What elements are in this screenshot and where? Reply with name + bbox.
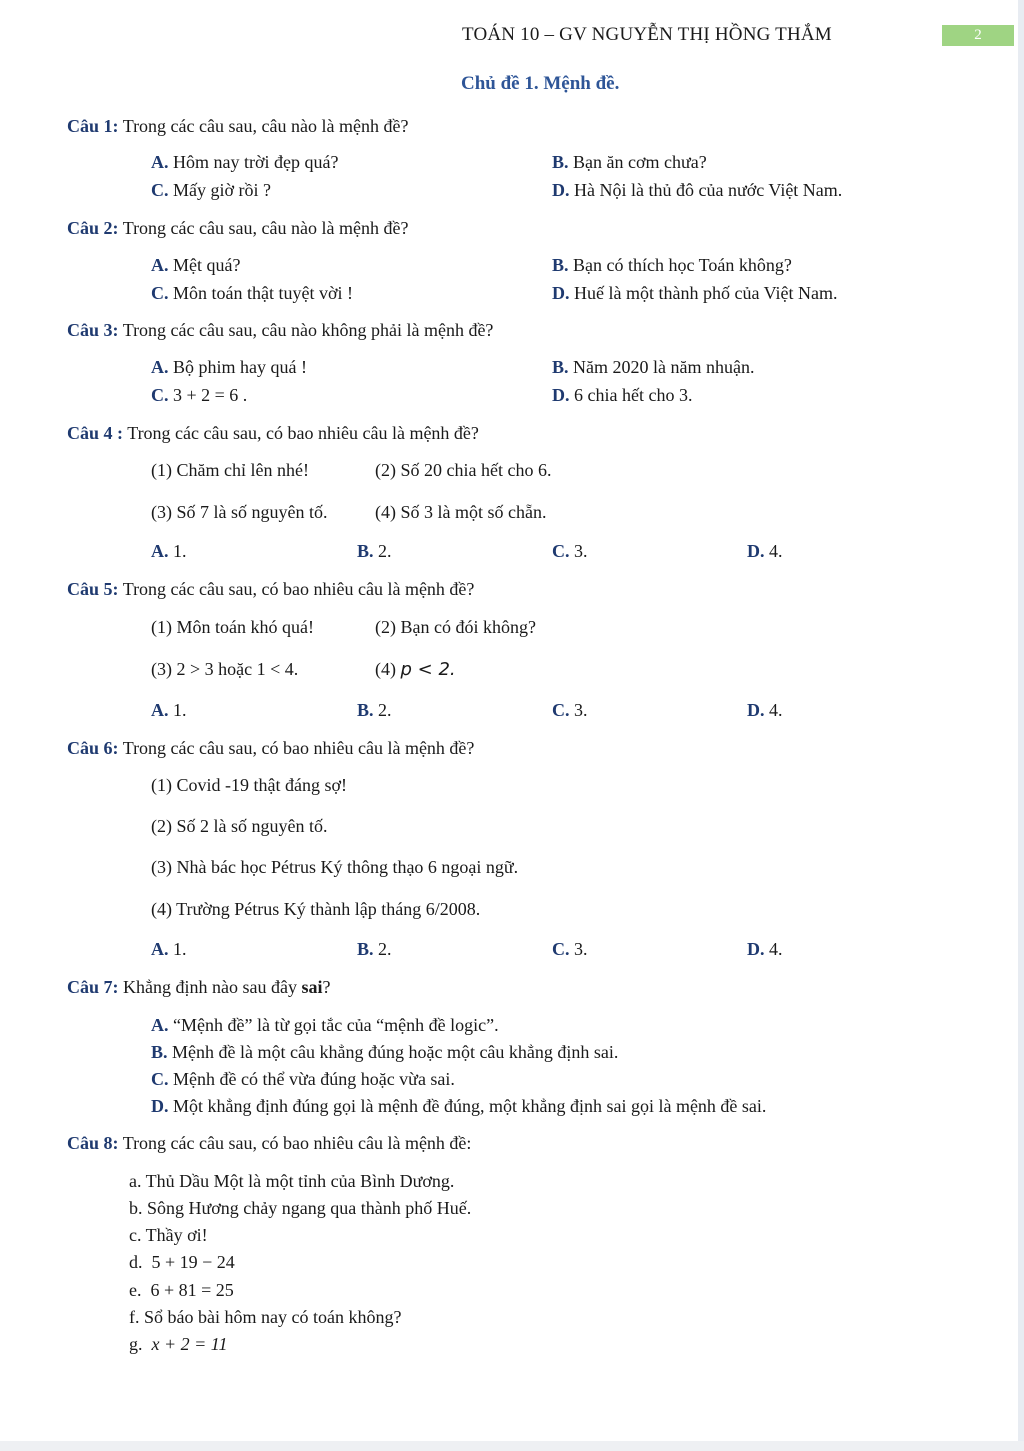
question-2-label: Câu 2: <box>67 218 119 238</box>
question-7: Câu 7: Khẳng định nào sau đây sai? <box>67 977 331 997</box>
q5-option-a: A. 1. <box>151 700 187 720</box>
question-2 <box>67 218 408 238</box>
question-2-text: Trong các câu sau, câu nào là mệnh đề? <box>122 218 409 238</box>
q7-option-d: D. Một khẳng định đúng gọi là mệnh đề đúng, một khẳng định sai gọi là mệnh đề sai. <box>151 1096 767 1116</box>
q5-option-c: C. 3. <box>552 700 588 720</box>
q6-option-b: B. 2. <box>357 939 392 959</box>
question-6 <box>67 738 474 758</box>
q6-statement-1: (1) Covid -19 thật đáng sợ! <box>151 775 347 795</box>
question-3-label: Câu 3: <box>67 320 119 340</box>
q8-item-b: b. Sông Hương chảy ngang qua thành phố Huế. <box>129 1198 472 1218</box>
q5-option-b: B. 2. <box>357 700 392 720</box>
q4-option-b: B. 2. <box>357 541 392 561</box>
q5-statement-3: (3) 2 > 3 hoặc 1 < 4. <box>151 659 299 679</box>
q2-option-a: A. Mệt quá? <box>151 255 241 275</box>
math-expression: 5 + 19 − 24 <box>151 1252 235 1272</box>
header-title: TOÁN 10 – GV NGUYỄN THỊ HỒNG THẮM <box>462 24 832 45</box>
page-right-edge <box>1018 0 1024 1451</box>
question-4-label: Câu 4 : <box>67 423 124 443</box>
q4-statement-1: (1) Chăm chỉ lên nhé! <box>151 460 309 480</box>
q5-option-d: D. 4. <box>747 700 783 720</box>
q1-option-c: C. Mấy giờ rồi ? <box>151 180 271 200</box>
q6-option-c: C. 3. <box>552 939 588 959</box>
math-expression: x + 2 = 11 <box>151 1334 228 1354</box>
math-expression: p < 2. <box>400 659 456 680</box>
q1-option-d: D. Hà Nội là thủ đô của nước Việt Nam. <box>552 180 843 200</box>
math-expression: 6 + 81 = 25 <box>150 1280 234 1300</box>
q3-option-b: B. Năm 2020 là năm nhuận. <box>552 357 755 377</box>
question-8-text: Trong các câu sau, có bao nhiêu câu là mệnh đề: <box>122 1133 472 1153</box>
page-number-badge: 2 <box>942 25 1014 46</box>
question-1-label: Câu 1: <box>67 116 119 136</box>
q6-statement-3: (3) Nhà bác học Pétrus Ký thông thạo 6 ngoại ngữ. <box>151 857 519 877</box>
question-7-label: Câu 7: <box>67 977 119 997</box>
q4-statement-2: (2) Số 20 chia hết cho 6. <box>375 460 552 480</box>
q6-option-d: D. 4. <box>747 939 783 959</box>
q8-item-f: f. Sổ báo bài hôm nay có toán không? <box>129 1307 402 1327</box>
question-1-text: Trong các câu sau, câu nào là mệnh đề? <box>122 116 409 136</box>
q8-item-d: d. 5 + 19 − 24 <box>129 1252 235 1272</box>
question-6-text: Trong các câu sau, có bao nhiêu câu là mệnh đề? <box>122 738 475 758</box>
q8-item-e: e. 6 + 81 = 25 <box>129 1280 234 1300</box>
question-4 <box>67 423 479 443</box>
q4-statement-4: (4) Số 3 là một số chẵn. <box>375 502 547 522</box>
question-8-label: Câu 8: <box>67 1133 119 1153</box>
math-expression: 1 < 4. <box>256 659 299 679</box>
question-5-label: Câu 5: <box>67 579 119 599</box>
q1-option-b: B. Bạn ăn cơm chưa? <box>552 152 707 172</box>
q7-option-b: B. Mệnh đề là một câu khẳng đúng hoặc một câu khẳng định sai. <box>151 1042 619 1062</box>
q8-item-a: a. Thủ Dầu Một là một tỉnh của Bình Dương. <box>129 1171 455 1191</box>
question-6-label: Câu 6: <box>67 738 119 758</box>
q6-statement-2: (2) Số 2 là số nguyên tố. <box>151 816 328 836</box>
question-8 <box>67 1133 471 1153</box>
page-bottom-edge <box>0 1441 1024 1451</box>
q6-option-a: A. 1. <box>151 939 187 959</box>
q7-option-c: C. Mệnh đề có thể vừa đúng hoặc vừa sai. <box>151 1069 455 1089</box>
q5-statement-4: (4) p < 2. <box>375 659 456 680</box>
q7-option-a: A. “Mệnh đề” là từ gọi tắc của “mệnh đề logic”. <box>151 1015 499 1035</box>
q1-option-a: A. Hôm nay trời đẹp quá? <box>151 152 339 172</box>
q4-option-c: C. 3. <box>552 541 588 561</box>
q4-option-d: D. 4. <box>747 541 783 561</box>
topic-title: Chủ đề 1. Mệnh đề. <box>461 73 620 94</box>
q6-statement-4: (4) Trường Pétrus Ký thành lập tháng 6/2008. <box>151 899 481 919</box>
q3-option-c: C. 3 + 2 = 6 . <box>151 385 248 405</box>
q3-option-d: D. 6 chia hết cho 3. <box>552 385 693 405</box>
question-5-text: Trong các câu sau, có bao nhiêu câu là mệnh đề? <box>122 579 475 599</box>
q2-option-c: C. Môn toán thật tuyệt vời ! <box>151 283 353 303</box>
question-1 <box>67 116 408 136</box>
question-3-text: Trong các câu sau, câu nào không phải là mệnh đề? <box>122 320 494 340</box>
q8-item-g: g. x + 2 = 11 <box>129 1334 228 1354</box>
q5-statement-2: (2) Bạn có đói không? <box>375 617 536 637</box>
q8-item-c: c. Thầy ơi! <box>129 1225 208 1245</box>
math-expression: 2 > 3 <box>176 659 214 679</box>
question-4-text: Trong các câu sau, có bao nhiêu câu là mệnh đề? <box>127 423 479 443</box>
q4-option-a: A. 1. <box>151 541 187 561</box>
q4-statement-3: (3) Số 7 là số nguyên tố. <box>151 502 328 522</box>
q2-option-d: D. Huế là một thành phố của Việt Nam. <box>552 283 838 303</box>
q5-statement-1: (1) Môn toán khó quá! <box>151 617 314 637</box>
question-5 <box>67 579 474 599</box>
q2-option-b: B. Bạn có thích học Toán không? <box>552 255 792 275</box>
question-3 <box>67 320 493 340</box>
q3-option-a: A. Bộ phim hay quá ! <box>151 357 307 377</box>
